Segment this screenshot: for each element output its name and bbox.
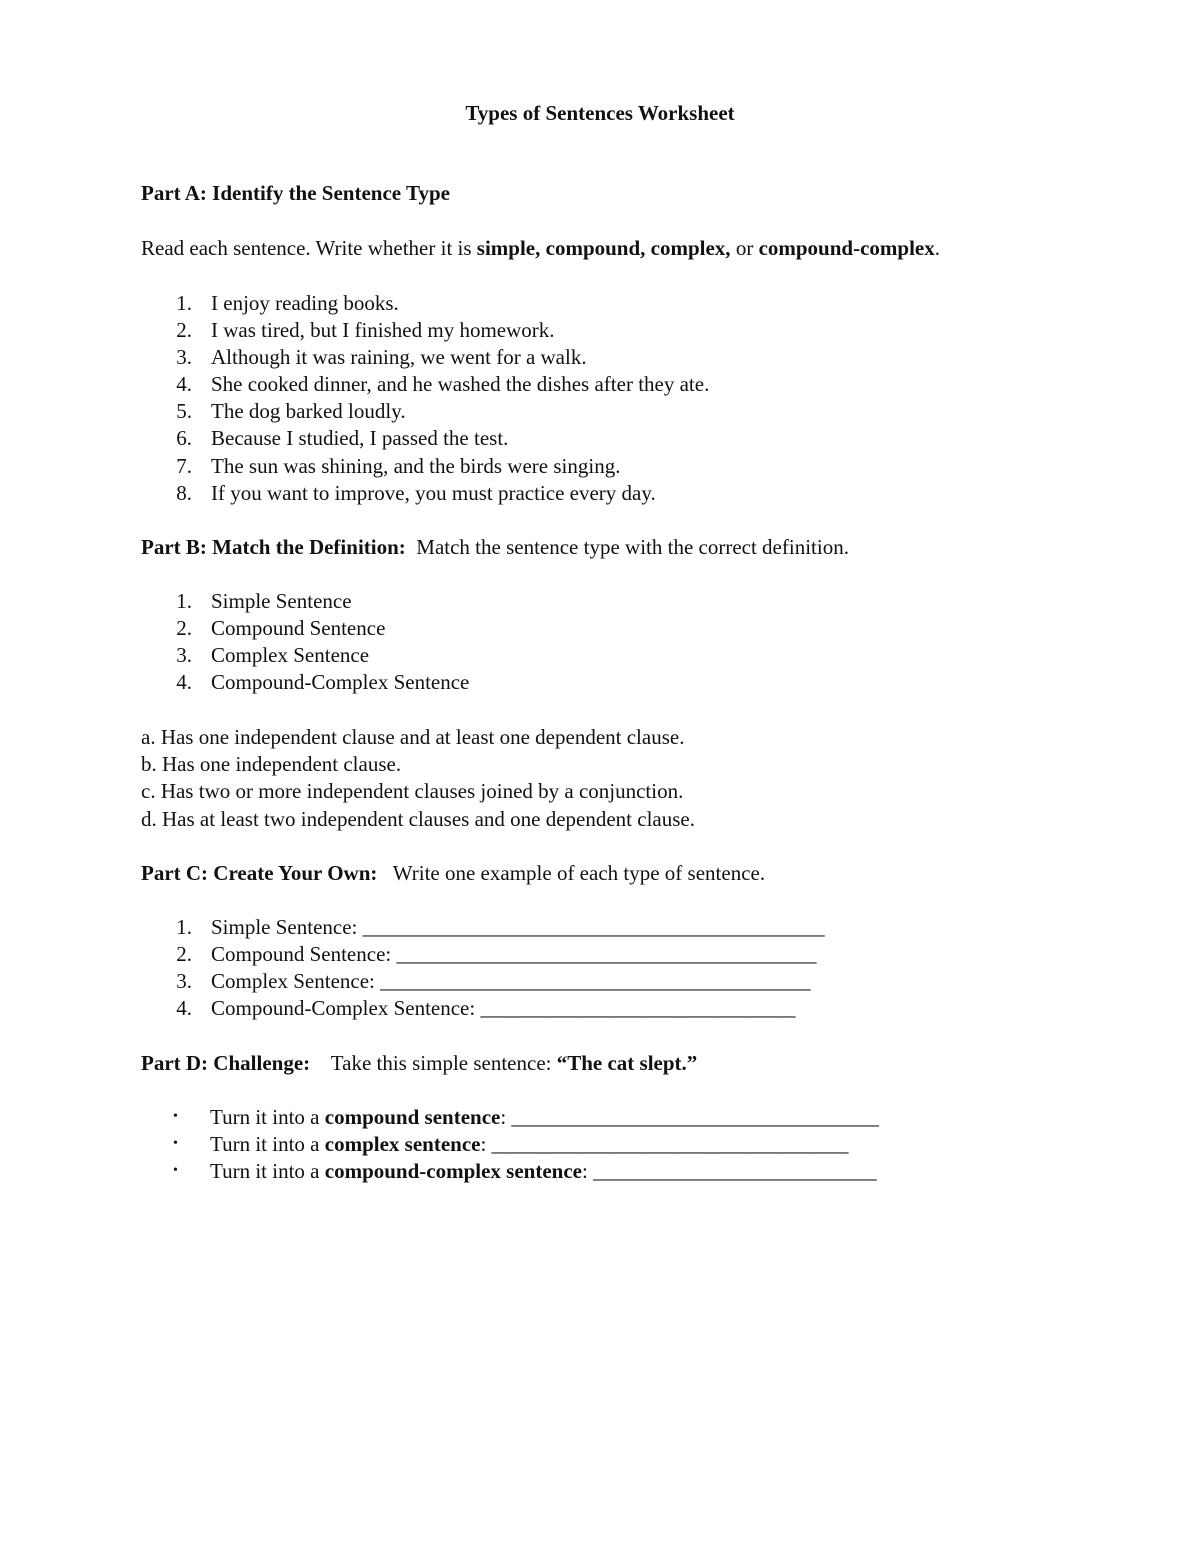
sentence-text: If you want to improve, you must practice every day.	[211, 481, 656, 505]
list-item	[150, 344, 1150, 370]
item-number: 1.	[176, 291, 192, 315]
part-b-instructions: Match the sentence type with the correct definition.	[405, 535, 849, 559]
challenge-type: complex sentence	[324, 1132, 481, 1156]
part-a-instructions	[141, 235, 940, 261]
part-c-header	[141, 860, 765, 886]
bullet-icon: •	[173, 1136, 178, 1151]
challenge-type: compound sentence	[324, 1105, 501, 1129]
challenge-post: : __________________________________	[480, 1132, 849, 1156]
list-item	[150, 669, 1150, 695]
list-item	[150, 371, 1150, 397]
item-number: 2.	[176, 942, 192, 966]
item-number: 1.	[176, 915, 192, 939]
list-item	[150, 941, 1150, 967]
part-a-instr-end: .	[934, 236, 940, 260]
part-a-instr-or: or	[730, 236, 759, 260]
part-a-heading: Part A: Identify the Sentence Type	[141, 181, 450, 205]
challenge-pre: Turn it into a	[210, 1132, 325, 1156]
part-a-instr-text: Read each sentence. Write whether it is	[141, 236, 477, 260]
item-number: 3.	[176, 345, 192, 369]
sentence-text: Because I studied, I passed the test.	[211, 426, 509, 450]
challenge-type: compound-complex sentence	[324, 1159, 582, 1183]
challenge-post: : ___________________________	[581, 1159, 877, 1183]
part-d-header	[141, 1050, 697, 1076]
definition-c: c. Has two or more independent clauses joined by a conjunction.	[141, 779, 684, 803]
sentence-text: She cooked dinner, and he washed the dishes after they ate.	[211, 372, 710, 396]
item-number: 7.	[176, 454, 192, 478]
item-number: 1.	[176, 589, 192, 613]
list-item	[150, 642, 1150, 668]
sentence-type: Complex Sentence	[211, 643, 370, 667]
challenge-text	[210, 1131, 849, 1157]
item-number: 6.	[176, 426, 192, 450]
item-number: 3.	[176, 643, 192, 667]
sentence-text: The sun was shining, and the birds were singing.	[211, 454, 621, 478]
sentence-type: Compound Sentence	[211, 616, 386, 640]
answer-line: Simple Sentence: ____________________________________________	[211, 915, 825, 939]
part-a-instr-cc: compound-complex	[758, 236, 935, 260]
sentence-text: Although it was raining, we went for a walk.	[211, 345, 587, 369]
definition-a: a. Has one independent clause and at least one dependent clause.	[141, 725, 685, 749]
definition-b: b. Has one independent clause.	[141, 752, 402, 776]
challenge-text	[210, 1158, 877, 1184]
sentence-type: Compound-Complex Sentence	[211, 670, 470, 694]
item-number: 3.	[176, 969, 192, 993]
part-d-heading: Part D: Challenge:	[141, 1051, 311, 1075]
part-c-instructions: Write one example of each type of sentence.	[377, 861, 766, 885]
answer-line: Compound Sentence: ________________________________________	[211, 942, 817, 966]
bullet-icon: •	[173, 1163, 178, 1178]
page-title: Types of Sentences Worksheet	[465, 101, 735, 125]
challenge-text	[210, 1104, 879, 1130]
list-item	[150, 480, 1150, 506]
item-number: 5.	[176, 399, 192, 423]
challenge-post: : ___________________________________	[500, 1105, 879, 1129]
item-number: 4.	[176, 996, 192, 1020]
item-number: 4.	[176, 372, 192, 396]
answer-line: Compound-Complex Sentence: ______________________________	[211, 996, 796, 1020]
list-item	[150, 914, 1150, 940]
list-item	[150, 425, 1150, 451]
part-a-instr-types: simple, compound, complex,	[476, 236, 731, 260]
sentence-type: Simple Sentence	[211, 589, 352, 613]
challenge-pre: Turn it into a	[210, 1159, 325, 1183]
list-item	[150, 615, 1150, 641]
bullet-icon: •	[173, 1109, 178, 1124]
list-item	[150, 968, 1150, 994]
definition-d: d. Has at least two independent clauses and one dependent clause.	[141, 807, 695, 831]
list-item	[150, 453, 1150, 479]
sentence-text: I was tired, but I finished my homework.	[211, 318, 555, 342]
sentence-text: The dog barked loudly.	[211, 399, 406, 423]
answer-line: Complex Sentence: _________________________________________	[211, 969, 811, 993]
list-item	[150, 398, 1150, 424]
list-item	[150, 290, 1150, 316]
part-b-header	[141, 534, 849, 560]
sentence-text: I enjoy reading books.	[211, 291, 399, 315]
part-d-quote: “The cat slept.”	[556, 1051, 698, 1075]
item-number: 8.	[176, 481, 192, 505]
part-b-heading: Part B: Match the Definition:	[141, 535, 406, 559]
part-c-heading: Part C: Create Your Own:	[141, 861, 378, 885]
list-item	[150, 588, 1150, 614]
item-number: 4.	[176, 670, 192, 694]
challenge-pre: Turn it into a	[210, 1105, 325, 1129]
list-item	[150, 317, 1150, 343]
part-d-instructions: Take this simple sentence:	[310, 1051, 557, 1075]
item-number: 2.	[176, 616, 192, 640]
item-number: 2.	[176, 318, 192, 342]
list-item	[150, 995, 1150, 1021]
